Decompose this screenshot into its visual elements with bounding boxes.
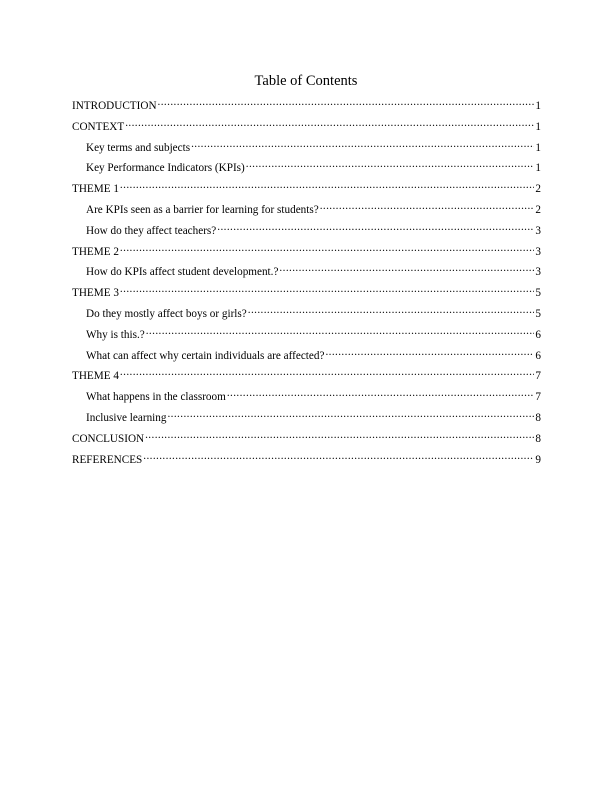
toc-entry-page-number: 2	[535, 203, 541, 216]
toc-entry-page-number: 6	[535, 349, 541, 362]
toc-entry-label: Inclusive learning	[86, 411, 167, 424]
toc-entry-label: THEME 1	[72, 183, 119, 196]
toc-entry-page-number: 8	[535, 432, 541, 445]
toc-entry-label: Do they mostly affect boys or girls?	[86, 307, 247, 320]
toc-dot-leader	[120, 241, 534, 255]
toc-entry-label: THEME 3	[72, 287, 119, 300]
toc-entry-label: Why is this.?	[86, 328, 145, 341]
toc-dot-leader	[120, 365, 534, 379]
toc-entry-label: How do KPIs affect student development.?	[86, 266, 279, 279]
toc-entry-page-number: 5	[535, 287, 541, 300]
toc-entry-label: INTRODUCTION	[72, 100, 157, 112]
toc-dot-leader	[248, 303, 535, 317]
toc-entry-theme-1[interactable]	[72, 178, 541, 199]
toc-dot-leader	[246, 157, 535, 171]
toc-list	[72, 95, 541, 469]
toc-dot-leader	[143, 449, 534, 463]
toc-entry-label: How do they affect teachers?	[86, 224, 217, 237]
toc-entry-theme-3[interactable]	[72, 282, 541, 303]
toc-entry-page-number: 3	[535, 224, 541, 237]
toc-entry-certain-individuals[interactable]	[72, 345, 541, 366]
toc-entry-label: THEME 2	[72, 245, 119, 258]
toc-title: Table of Contents	[254, 73, 358, 89]
toc-entry-page-number: 2	[535, 183, 541, 196]
toc-entry-label: REFERENCES	[72, 453, 143, 466]
toc-entry-page-number: 3	[535, 266, 541, 279]
toc-entry-label: Are KPIs seen as a barrier for learning for students?	[86, 203, 319, 216]
toc-entry-page-number: 1	[535, 120, 541, 133]
toc-dot-leader	[120, 282, 534, 296]
toc-entry-page-number: 3	[535, 245, 541, 258]
toc-dot-leader	[191, 137, 534, 151]
toc-entry-theme-4[interactable]	[72, 365, 541, 386]
toc-dot-leader	[167, 407, 534, 421]
toc-entry-kpis[interactable]	[72, 157, 541, 178]
toc-entry-affect-teachers[interactable]	[72, 220, 541, 241]
toc-entry-page-number: 9	[535, 453, 541, 466]
toc-entry-label: What can affect why certain individuals are affected?	[86, 349, 325, 362]
toc-entry-page-number: 8	[535, 411, 541, 424]
toc-entry-introduction[interactable]	[72, 95, 541, 116]
toc-entry-theme-2[interactable]	[72, 241, 541, 262]
toc-dot-leader	[279, 261, 534, 275]
toc-entry-label: What happens in the classroom	[86, 391, 226, 404]
toc-entry-references[interactable]	[72, 449, 541, 470]
toc-dot-leader	[320, 199, 535, 213]
toc-entry-label: CONCLUSION	[72, 432, 145, 445]
toc-dot-leader	[217, 220, 534, 234]
toc-dot-leader	[120, 178, 534, 192]
toc-entry-inclusive-learning[interactable]	[72, 407, 541, 428]
toc-entry-page-number: 7	[535, 391, 541, 404]
toc-entry-page-number: 1	[535, 100, 541, 112]
toc-dot-leader	[146, 324, 535, 338]
toc-entry-key-terms[interactable]	[72, 137, 541, 158]
toc-entry-page-number: 6	[535, 328, 541, 341]
toc-dot-leader	[158, 95, 535, 109]
toc-entry-label: CONTEXT	[72, 120, 125, 133]
toc-entry-boys-or-girls[interactable]	[72, 303, 541, 324]
toc-entry-page-number: 5	[535, 307, 541, 320]
toc-entry-label: Key Performance Indicators (KPIs)	[86, 162, 245, 175]
toc-entry-context[interactable]	[72, 116, 541, 137]
toc-entry-label: THEME 4	[72, 370, 119, 383]
toc-entry-page-number: 7	[535, 370, 541, 383]
toc-dot-leader	[325, 345, 534, 359]
toc-entry-label: Key terms and subjects	[86, 141, 191, 154]
toc-dot-leader	[125, 116, 534, 130]
toc-entry-why-is-this[interactable]	[72, 324, 541, 345]
toc-dot-leader	[227, 386, 535, 400]
toc-entry-classroom[interactable]	[72, 386, 541, 407]
toc-entry-page-number: 1	[535, 141, 541, 154]
toc-dot-leader	[145, 428, 534, 442]
toc-entry-page-number: 1	[535, 162, 541, 175]
toc-entry-conclusion[interactable]	[72, 428, 541, 449]
toc-entry-kpis-barrier[interactable]	[72, 199, 541, 220]
toc-entry-student-development[interactable]	[72, 261, 541, 282]
